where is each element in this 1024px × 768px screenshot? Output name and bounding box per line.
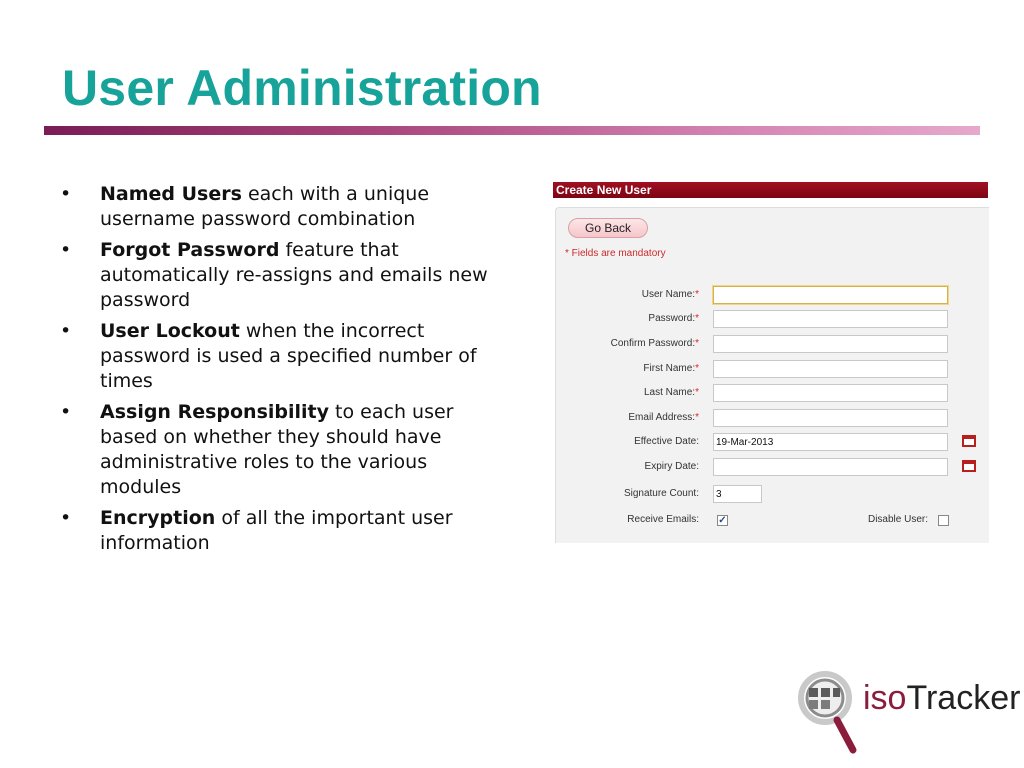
required-mark: *	[695, 289, 699, 300]
required-mark: *	[695, 313, 699, 324]
email-address-label: Email Address:*	[628, 412, 699, 423]
disable-user-checkbox[interactable]	[938, 515, 949, 526]
required-mark: *	[695, 412, 699, 423]
bullet-text: each with a unique username password combination	[100, 183, 430, 230]
feature-list	[58, 182, 498, 562]
bullet-term: Encryption	[100, 507, 216, 529]
signature-count-input[interactable]	[713, 485, 762, 503]
disable-user-label: Disable User:	[867, 514, 928, 525]
create-user-panel	[553, 182, 988, 542]
bullet-dot: •	[60, 507, 72, 529]
title-divider	[44, 126, 980, 135]
bullet-dot: •	[60, 401, 72, 423]
first-name-label: First Name:*	[643, 363, 699, 374]
effective-date-label: Effective Date:	[634, 436, 699, 447]
user-name-input[interactable]	[713, 286, 948, 304]
email-address-input[interactable]	[713, 409, 948, 427]
form-body	[555, 207, 989, 543]
bullet-text: when the incorrect password is used a specified number of times	[100, 320, 477, 392]
bullet-dot: •	[60, 239, 72, 261]
slide-title: User Administration	[62, 60, 542, 116]
bullet-item	[58, 400, 498, 500]
bullet-dot: •	[60, 320, 72, 342]
last-name-label: Last Name:*	[643, 387, 699, 398]
expiry-date-input[interactable]	[713, 458, 948, 476]
confirm-password-label: Confirm Password:*	[610, 338, 699, 349]
bullet-term: User Lockout	[100, 320, 240, 342]
signature-count-label: Signature Count:	[623, 488, 699, 499]
effective-date-input[interactable]	[713, 433, 948, 451]
bullet-term: Assign Responsibility	[100, 401, 330, 423]
calendar-icon[interactable]	[962, 460, 976, 472]
confirm-password-input[interactable]	[713, 335, 948, 353]
receive-emails-label: Receive Emails:	[627, 514, 699, 525]
bullet-term: Forgot Password	[100, 239, 280, 261]
bullet-item	[58, 238, 498, 313]
bullet-text: to each user based on whether they should have administrative roles to the various modules	[100, 401, 454, 498]
bullet-text: of all the important user information	[100, 507, 453, 554]
bullet-item	[58, 506, 498, 556]
bullet-item	[58, 319, 498, 394]
password-label: Password:*	[648, 313, 699, 324]
go-back-button[interactable]: Go Back	[568, 218, 648, 238]
bullet-text: feature that automatically re-assigns and emails new password	[100, 239, 488, 311]
first-name-input[interactable]	[713, 360, 948, 378]
expiry-date-label: Expiry Date:	[644, 461, 699, 472]
last-name-input[interactable]	[713, 384, 948, 402]
bullet-dot: •	[60, 183, 72, 205]
receive-emails-checkbox[interactable]: ✓	[718, 515, 727, 526]
calendar-icon[interactable]	[962, 435, 976, 447]
required-mark: *	[695, 363, 699, 374]
bullet-item	[58, 182, 498, 232]
panel-header: Create New User	[553, 182, 988, 198]
password-input[interactable]	[713, 310, 948, 328]
isotracker-logo	[795, 664, 1021, 756]
mandatory-note: * Fields are mandatory	[565, 248, 666, 259]
required-mark: *	[695, 387, 699, 398]
required-mark: *	[695, 338, 699, 349]
bullet-term: Named Users	[100, 183, 242, 205]
magnifier-logo-icon	[795, 664, 867, 756]
logo-wordmark: isoTracker	[863, 679, 1021, 717]
user-name-label: User Name:*	[641, 289, 699, 300]
